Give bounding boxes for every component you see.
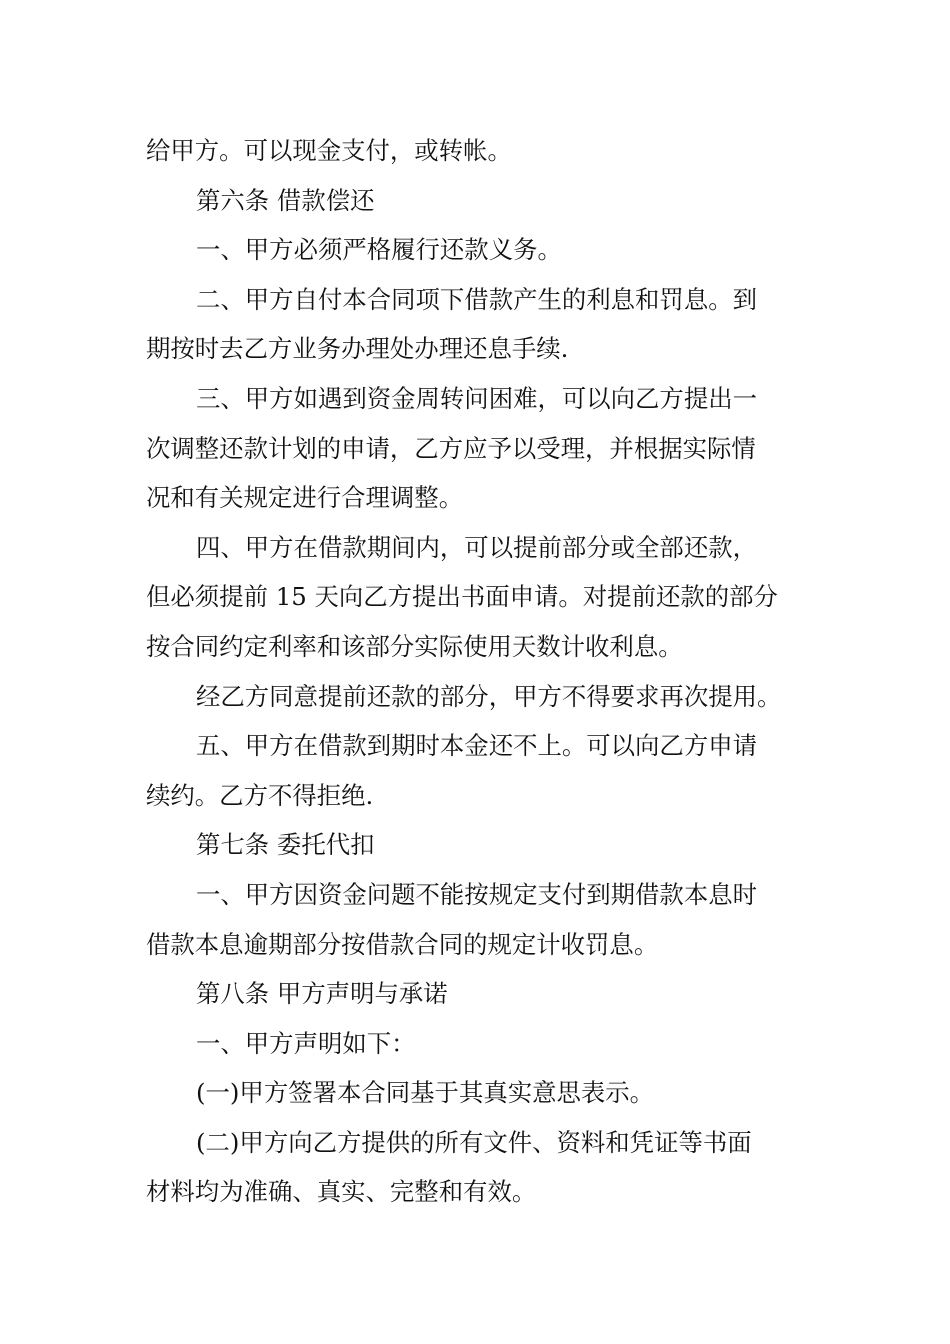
- text-line: 期按时去乙方业务办理处办理还息手续.: [146, 334, 569, 364]
- text-line: 三、甲方如遇到资金周转问困难，可以向乙方提出一: [196, 383, 757, 413]
- text-line: 按合同约定利率和该部分实际使用天数计收利息。: [146, 631, 683, 661]
- text-line: 材料均为准确、真实、完整和有效。: [146, 1177, 537, 1207]
- text-line: 一、甲方必须严格履行还款义务。: [196, 235, 562, 265]
- document-body: [146, 126, 810, 1217]
- text-line: 经乙方同意提前还款的部分，甲方不得要求再次提用。: [196, 681, 782, 711]
- text-line: 一、甲方因资金问题不能按规定支付到期借款本息时: [196, 879, 757, 909]
- section-heading-6: 第六条 借款偿还: [196, 185, 375, 215]
- text-line: 但必须提前 15 天向乙方提出书面申请。对提前还款的部分: [146, 582, 778, 612]
- text-line: 况和有关规定进行合理调整。: [146, 483, 464, 513]
- text-line: 二、甲方自付本合同项下借款产生的利息和罚息。到: [196, 284, 757, 314]
- text-line: 给甲方。可以现金支付，或转帐。: [146, 136, 512, 165]
- text-line: 借款本息逾期部分按借款合同的规定计收罚息。: [146, 929, 659, 959]
- text-line: 次调整还款计划的申请，乙方应予以受理，并根据实际情: [146, 433, 756, 463]
- text-line: 一、甲方声明如下：: [196, 1028, 416, 1058]
- text-line: (二)甲方向乙方提供的所有文件、资料和凭证等书面: [196, 1127, 752, 1157]
- text-line: (一)甲方签署本合同基于其真实意思表示。: [196, 1078, 655, 1108]
- text-line: 四、甲方在借款期间内，可以提前部分或全部还款，: [196, 532, 757, 562]
- text-line: 五、甲方在借款到期时本金还不上。可以向乙方申请: [196, 731, 757, 761]
- section-heading-7: 第七条 委托代扣: [196, 830, 375, 860]
- section-heading-8: 第八条 甲方声明与承诺: [196, 979, 448, 1009]
- text-line: 续约。乙方不得拒绝.: [146, 780, 374, 810]
